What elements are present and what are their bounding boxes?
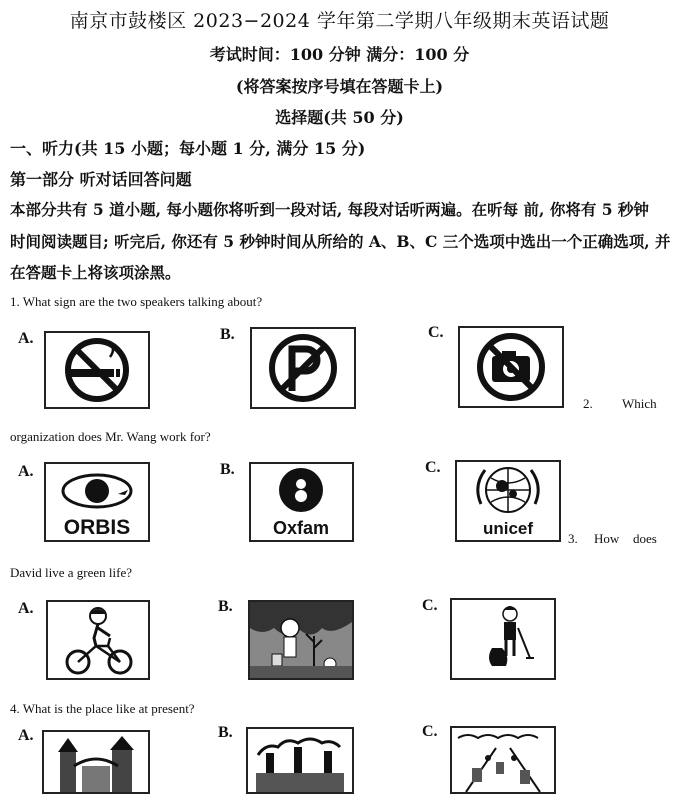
- logo-text: ORBIS: [63, 516, 131, 539]
- logo-text: Oxfam: [272, 518, 330, 538]
- listening-sub-title: 第一部分 听对话回答问题: [10, 170, 192, 189]
- girl-planting-trees-icon[interactable]: [248, 600, 354, 680]
- option-label: C.: [425, 459, 441, 476]
- question-3: [568, 531, 578, 547]
- option-label: C.: [422, 597, 438, 614]
- listening-part-title: 一、听力(共 15 小题；每小题 1 分, 满分 15 分): [10, 139, 366, 158]
- option-label: A.: [18, 330, 34, 347]
- answer-note: (将答案按序号填在答题卡上): [235, 77, 444, 96]
- option-label: A.: [18, 463, 34, 480]
- question-text: David live a green life?: [10, 565, 132, 580]
- question-number: 2.: [583, 396, 593, 411]
- option-label: B.: [220, 461, 235, 478]
- factory-chimneys-icon[interactable]: [246, 727, 354, 794]
- option-label: B.: [220, 326, 235, 343]
- option-label: B.: [218, 598, 233, 615]
- boy-collecting-litter-icon[interactable]: [450, 598, 556, 680]
- page-title: 南京市鼓楼区 2023−2024 学年第二学期八年级期末英语试题: [69, 10, 610, 32]
- oxfam-logo-icon[interactable]: [249, 462, 354, 542]
- no-smoking-sign-icon[interactable]: [44, 331, 150, 409]
- question-number: 3.: [568, 531, 578, 546]
- question-number: 4.: [10, 701, 20, 716]
- question-text: What sign are the two speakers talking about?: [22, 294, 263, 309]
- no-parking-sign-icon[interactable]: [250, 327, 356, 409]
- orbis-logo-icon[interactable]: [44, 462, 150, 542]
- unicef-logo-icon[interactable]: [455, 460, 561, 542]
- question-number: 1.: [10, 294, 20, 309]
- question-text: What is the place like at present?: [22, 701, 195, 716]
- question-text: How: [594, 531, 620, 546]
- instruction-line: 时间阅读题目; 听完后, 你还有 5 秒钟时间从所给的 A、B、C 三个选项中选出一个正确选项, 并: [10, 232, 671, 251]
- question-text: Which: [622, 396, 657, 411]
- question-4: [10, 701, 195, 717]
- instruction-line: 在答题卡上将该项涂黑。: [10, 263, 181, 282]
- old-buildings-icon[interactable]: [42, 730, 150, 794]
- boy-riding-bike-icon[interactable]: [46, 600, 150, 680]
- section-title: 选择题(共 50 分): [275, 108, 404, 127]
- option-label: B.: [218, 724, 233, 741]
- exam-time-score: 考试时间：100 分钟 满分：100 分: [209, 45, 470, 64]
- question-2: [583, 396, 593, 412]
- option-label: C.: [428, 324, 444, 341]
- question-text: organization does Mr. Wang work for?: [10, 429, 211, 444]
- no-photos-sign-icon[interactable]: [458, 326, 564, 408]
- logo-text: unicef: [482, 519, 534, 538]
- question-1: [10, 294, 262, 310]
- instruction-line: 本部分共有 5 道小题, 每小题你将听到一段对话, 每段对话听两遍。在听每 前, 你将有 5 秒钟: [10, 200, 649, 219]
- question-text: does: [633, 531, 657, 546]
- option-label: A.: [18, 727, 34, 744]
- option-label: A.: [18, 600, 34, 617]
- busy-street-icon[interactable]: [450, 726, 556, 794]
- option-label: C.: [422, 723, 438, 740]
